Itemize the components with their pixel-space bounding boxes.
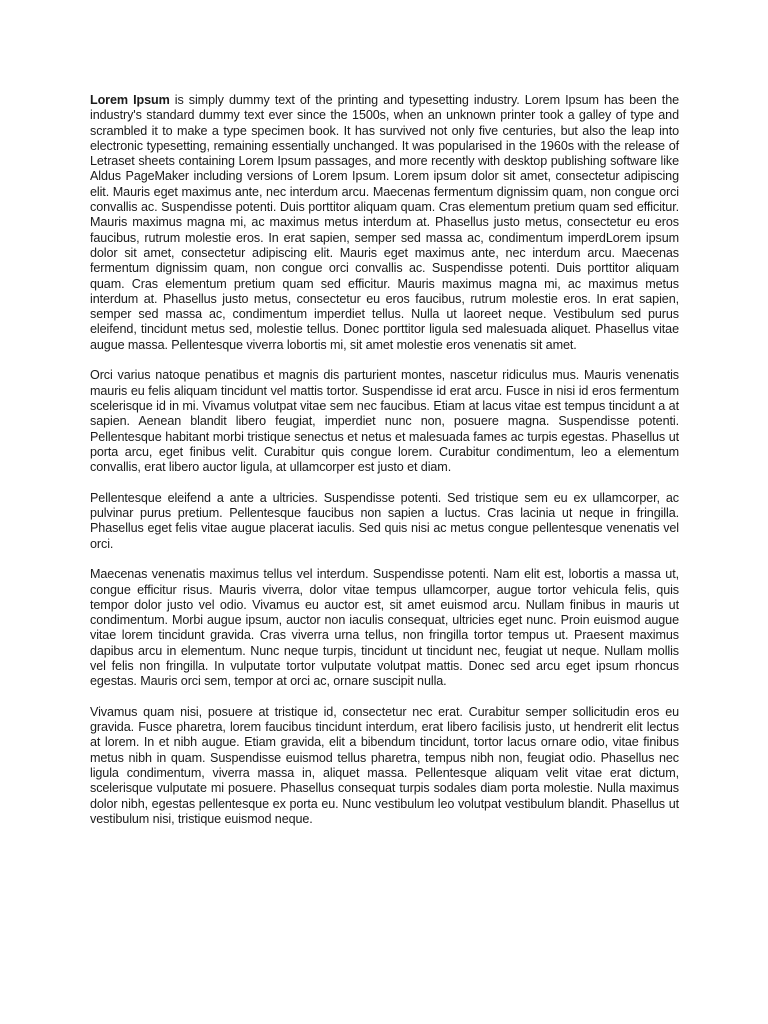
paragraph-3: Pellentesque eleifend a ante a ultricies. Suspendisse potenti. Sed tristique sem eu ex ullamcorper, ac pulvinar purus pretium. Pellentesque faucibus non sapien a luctus. Cras lacinia ut neque in fringilla. Phasellus eget felis vitae augue placerat iaculis. Sed quis nisi ac metus congue pellentesque venenatis vel orci. bbox=[90, 490, 679, 551]
paragraph-1 bbox=[90, 93, 679, 353]
lead-term: Lorem Ipsum bbox=[90, 93, 170, 107]
paragraph-4: Maecenas venenatis maximus tellus vel interdum. Suspendisse potenti. Nam elit est, lobortis a massa ut, congue efficitur risus. Mauris viverra, dolor vitae tempus ullamcorper, augue tortor vehicula felis, quis tempor dolor justo vel odio. Vivamus eu auctor est, sit amet euismod arcu. Nullam finibus in mauris ut condimentum. Morbi augue ipsum, auctor non iaculis consequat, ultricies eget nunc. Proin euismod augue vitae lorem tincidunt gravida. Cras viverra urna tellus, non fringilla tortor tempus ut. Praesent maximus dapibus arcu in elementum. Nunc neque turpis, tincidunt ut tincidunt nec, feugiat ut neque. Nullam mollis vel felis non fringilla. In vulputate tortor vulputate volutpat mattis. Donec sed arcu eget ipsum rhoncus egestas. Mauris orci sem, tempor at orci ac, ornare suscipit nulla. bbox=[90, 567, 679, 689]
paragraph-5: Vivamus quam nisi, posuere at tristique id, consectetur nec erat. Curabitur semper sollicitudin eros eu gravida. Fusce pharetra, lorem faucibus tincidunt interdum, erat libero facilisis justo, ut hendrerit elit lectus at lorem. In et nibh augue. Etiam gravida, elit a bibendum tincidunt, tortor lacus ornare odio, vitae finibus metus nibh in quam. Suspendisse euismod tellus pharetra, tempus nibh non, feugiat odio. Phasellus nec ligula condimentum, viverra massa in, aliquet massa. Pellentesque aliquam velit vitae erat dictum, scelerisque vulputate mi posuere. Phasellus consequat turpis sodales diam porta molestie. Nulla maximus dolor nibh, egestas pellentesque ex porta eu. Nunc vestibulum leo volutpat vestibulum blandit. Phasellus ut vestibulum nisi, tristique euismod neque. bbox=[90, 704, 679, 826]
document-page bbox=[90, 93, 679, 843]
paragraph-2: Orci varius natoque penatibus et magnis dis parturient montes, nascetur ridiculus mus. Mauris venenatis mauris eu felis aliquam tincidunt vel mattis tortor. Suspendisse id erat arcu. Fusce in nisi id eros fermentum scelerisque id in mi. Vivamus volutpat vitae sem nec faucibus. Etiam at lacus vitae est tempus tincidunt a at sapien. Aenean blandit libero feugiat, imperdiet nunc non, posuere magna. Suspendisse potenti. Pellentesque habitant morbi tristique senectus et netus et malesuada fames ac turpis egestas. Phasellus ut porta arcu, eget finibus velit. Curabitur quis congue lorem. Curabitur condimentum, leo a elementum convallis, erat libero auctor ligula, at ullamcorper est justo et diam. bbox=[90, 368, 679, 475]
paragraph-1-text: is simply dummy text of the printing and typesetting industry. Lorem Ipsum has been the industry's standard dummy text ever since the 1500s, when an unknown printer took a galley of type and scrambled it to make a type specimen book. It has survived not only five centuries, but also the leap into electronic typesetting, remaining essentially unchanged. It was popularised in the 1960s with the release of Letraset sheets containing Lorem Ipsum passages, and more recently with desktop publishing software like Aldus PageMaker including versions of Lorem Ipsum. Lorem ipsum dolor sit amet, consectetur adipiscing elit. Mauris eget maximus ante, nec interdum arcu. Maecenas fermentum dignissim quam, non congue orci convallis ac. Suspendisse potenti. Duis porttitor aliquam quam. Cras elementum pretium quam sed efficitur. Mauris maximus magna mi, ac maximus metus interdum at. Phasellus justo metus, consectetur eu eros faucibus, rutrum molestie eros. In erat sapien, semper sed massa ac, condimentum imperdLorem ipsum dolor sit amet, consectetur adipiscing elit. Mauris eget maximus ante, nec interdum arcu. Maecenas fermentum dignissim quam, non congue orci convallis ac. Suspendisse potenti. Duis porttitor aliquam quam. Cras elementum pretium quam sed efficitur. Mauris maximus magna mi, ac maximus metus interdum at. Phasellus justo metus, consectetur eu eros faucibus, rutrum molestie eros. In erat sapien, semper sed massa ac, condimentum imperdiet tellus. Nulla ut laoreet neque. Vestibulum sed purus eleifend, tincidunt metus sed, molestie tellus. Donec porttitor ligula sed malesuada aliquet. Phasellus vitae augue massa. Pellentesque viverra lobortis mi, sit amet molestie eros venenatis sit amet. bbox=[90, 93, 679, 352]
